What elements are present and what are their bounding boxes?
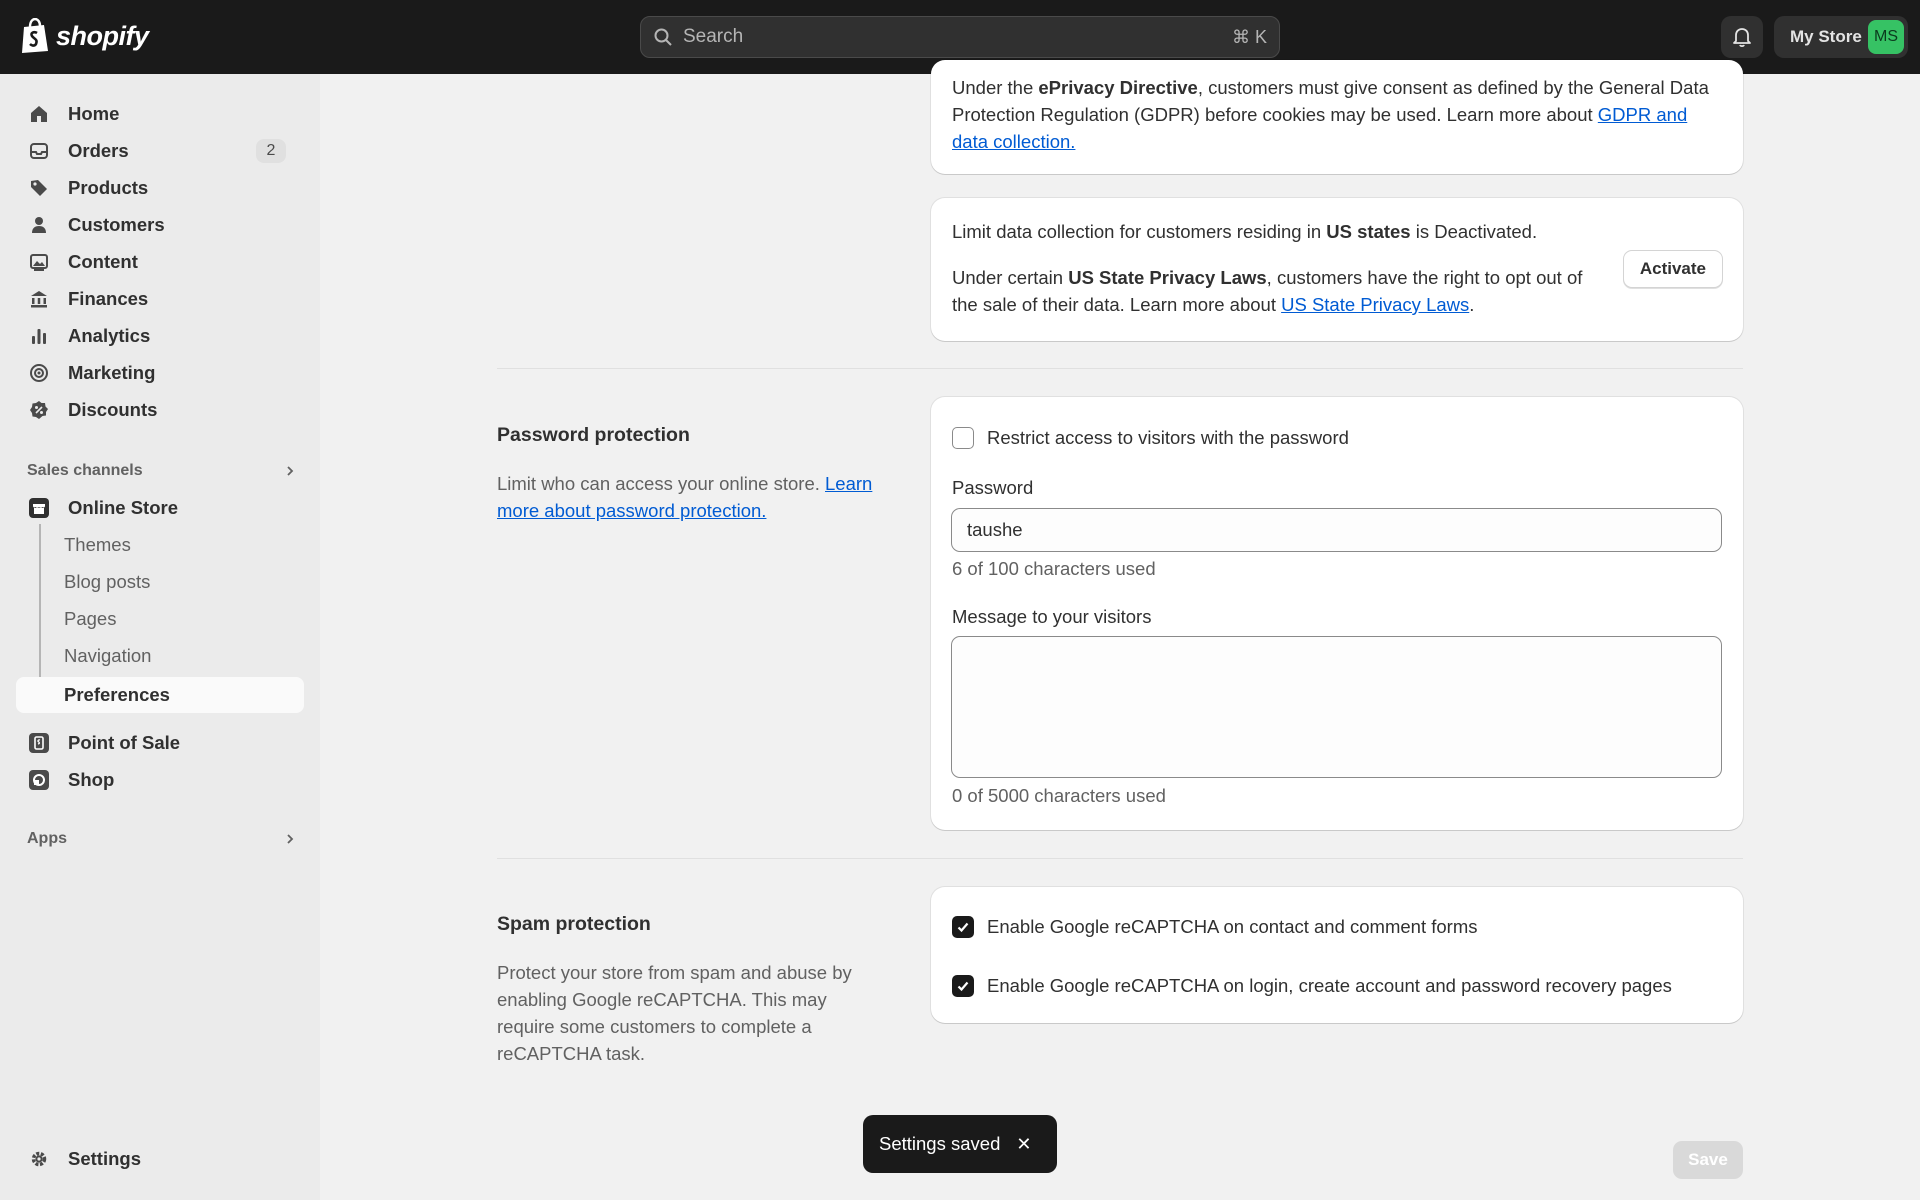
password-section-desc: Limit who can access your online store. Learn more about password protection.	[497, 473, 873, 521]
us-privacy-text: Under certain US State Privacy Laws, customers have the right to opt out of the sale of their data. Learn more about US State Privacy Laws.	[952, 267, 1583, 315]
recaptcha-forms-row[interactable]	[952, 913, 1478, 940]
shop-app-icon	[28, 769, 50, 791]
sidebar-item-label: Finances	[68, 288, 149, 309]
us-privacy-laws-link[interactable]: US State Privacy Laws	[1281, 294, 1470, 315]
sidebar-subitem-blog-posts[interactable]	[16, 564, 304, 600]
sidebar-item-label: Orders	[68, 140, 129, 161]
sidebar-item-point-of-sale[interactable]	[16, 725, 304, 761]
gdpr-link[interactable]: GDPR and data collection.	[952, 104, 1688, 152]
visitor-message-label: Message to your visitors	[952, 606, 1152, 627]
home-icon	[28, 103, 50, 125]
close-icon[interactable]: ✕	[1016, 1133, 1032, 1154]
chevron-right-icon	[283, 464, 297, 478]
sidebar-item-label: Shop	[68, 769, 115, 790]
sidebar-item-label: Analytics	[68, 325, 151, 346]
subitem-label: Preferences	[64, 684, 170, 705]
sidebar-item-content[interactable]	[16, 244, 304, 280]
sidebar-item-shop[interactable]	[16, 762, 304, 798]
store-switcher[interactable]	[1774, 16, 1908, 58]
us-states-status: Limit data collection for customers residing in US states is Deactivated.	[952, 221, 1538, 242]
section-divider	[497, 368, 1743, 369]
sidebar-item-label: Discounts	[68, 399, 158, 420]
sidebar-item-label: Products	[68, 177, 149, 198]
checkmark-icon	[956, 979, 970, 993]
sidebar-item-products[interactable]	[16, 170, 304, 206]
password-char-count: 6 of 100 characters used	[952, 558, 1156, 579]
restrict-access-row[interactable]	[952, 424, 1349, 451]
us-privacy-card	[931, 198, 1743, 341]
spam-section-title: Spam protection	[497, 913, 651, 935]
settings-saved-toast	[863, 1115, 1057, 1173]
recaptcha-forms-label: Enable Google reCAPTCHA on contact and comment forms	[987, 916, 1478, 937]
orders-count-badge: 2	[256, 139, 286, 163]
sidebar-subitem-navigation[interactable]	[16, 638, 304, 674]
discount-icon	[28, 399, 50, 421]
inbox-icon	[28, 140, 50, 162]
section-divider	[497, 858, 1743, 859]
sidebar-subitem-preferences[interactable]	[16, 677, 304, 713]
sidebar-item-analytics[interactable]	[16, 318, 304, 354]
recaptcha-forms-checkbox[interactable]	[952, 916, 974, 938]
sidebar-subitem-themes[interactable]	[16, 527, 304, 563]
sidebar-item-orders[interactable]	[16, 133, 304, 169]
bar-chart-icon	[28, 325, 50, 347]
subitem-label: Themes	[64, 534, 131, 555]
shopify-logo[interactable]	[20, 18, 149, 54]
sidebar	[0, 74, 320, 1200]
shopify-wordmark: shopify	[56, 20, 149, 51]
sidebar-subitem-pages[interactable]	[16, 601, 304, 637]
password-input[interactable]	[951, 508, 1722, 552]
spam-card	[931, 887, 1743, 1023]
sales-channels-header[interactable]	[27, 457, 297, 485]
activate-button[interactable]: Activate	[1623, 250, 1723, 288]
message-char-count: 0 of 5000 characters used	[952, 785, 1166, 806]
sidebar-item-finances[interactable]	[16, 281, 304, 317]
password-field-label: Password	[952, 477, 1034, 498]
notifications-button[interactable]	[1721, 16, 1763, 58]
chevron-right-icon	[283, 832, 297, 846]
password-learn-more-link[interactable]: Learn more about password protection.	[497, 473, 873, 521]
apps-header[interactable]	[27, 825, 297, 853]
restrict-access-checkbox[interactable]	[952, 427, 974, 449]
sidebar-item-label: Home	[68, 103, 120, 124]
image-icon	[28, 251, 50, 273]
visitor-message-textarea[interactable]	[951, 636, 1722, 778]
password-section-title: Password protection	[497, 424, 690, 446]
subitem-label: Navigation	[64, 645, 152, 666]
eprivacy-bold: ePrivacy Directive	[1038, 77, 1198, 98]
sidebar-item-label: Point of Sale	[68, 732, 181, 753]
checkmark-icon	[956, 920, 970, 934]
search-shortcut: ⌘ K	[1231, 26, 1267, 47]
tag-icon	[28, 177, 50, 199]
gdpr-text: Under the ePrivacy Directive, customers must give consent as defined by the General Data Protection Regulation (GDPR) before cookies may be used. Learn more about GDPR and data collection.	[952, 77, 1709, 152]
person-icon	[28, 214, 50, 236]
sales-channels-label: Sales channels	[27, 462, 143, 479]
sidebar-item-label: Settings	[68, 1148, 141, 1169]
search-placeholder: Search	[683, 26, 744, 47]
recaptcha-login-row[interactable]	[952, 972, 1672, 999]
sidebar-item-marketing[interactable]	[16, 355, 304, 391]
sidebar-item-label: Content	[68, 251, 138, 272]
sidebar-item-online-store[interactable]	[16, 490, 304, 526]
apps-label: Apps	[27, 830, 67, 847]
sidebar-item-discounts[interactable]	[16, 392, 304, 428]
search-icon	[653, 27, 673, 47]
save-button[interactable]: Save	[1673, 1141, 1743, 1179]
storefront-icon	[28, 497, 50, 519]
sidebar-item-home[interactable]	[16, 96, 304, 132]
spam-section-desc: Protect your store from spam and abuse by enabling Google reCAPTCHA. This may require some customers to complete a reCAPTCHA task.	[497, 962, 852, 1064]
gdpr-card	[931, 60, 1743, 174]
toast-message: Settings saved	[879, 1133, 1001, 1154]
sidebar-item-settings[interactable]	[16, 1141, 304, 1177]
recaptcha-login-label: Enable Google reCAPTCHA on login, create account and password recovery pages	[987, 975, 1672, 996]
restrict-access-label: Restrict access to visitors with the password	[987, 427, 1349, 448]
subitem-label: Pages	[64, 608, 117, 629]
search-bar[interactable]	[640, 16, 1280, 58]
sidebar-item-label: Customers	[68, 214, 165, 235]
shopify-bag-icon	[20, 18, 50, 54]
sidebar-item-label: Online Store	[68, 497, 178, 518]
avatar: MS	[1868, 20, 1904, 54]
gear-icon	[28, 1148, 50, 1170]
bell-icon	[1731, 26, 1753, 48]
sidebar-item-label: Marketing	[68, 362, 156, 383]
pos-icon	[28, 732, 50, 754]
recaptcha-login-checkbox[interactable]	[952, 975, 974, 997]
bank-icon	[28, 288, 50, 310]
password-card	[931, 397, 1743, 830]
subitem-label: Blog posts	[64, 571, 151, 592]
target-icon	[28, 362, 50, 384]
sidebar-item-customers[interactable]	[16, 207, 304, 243]
store-name: My Store	[1790, 27, 1862, 46]
